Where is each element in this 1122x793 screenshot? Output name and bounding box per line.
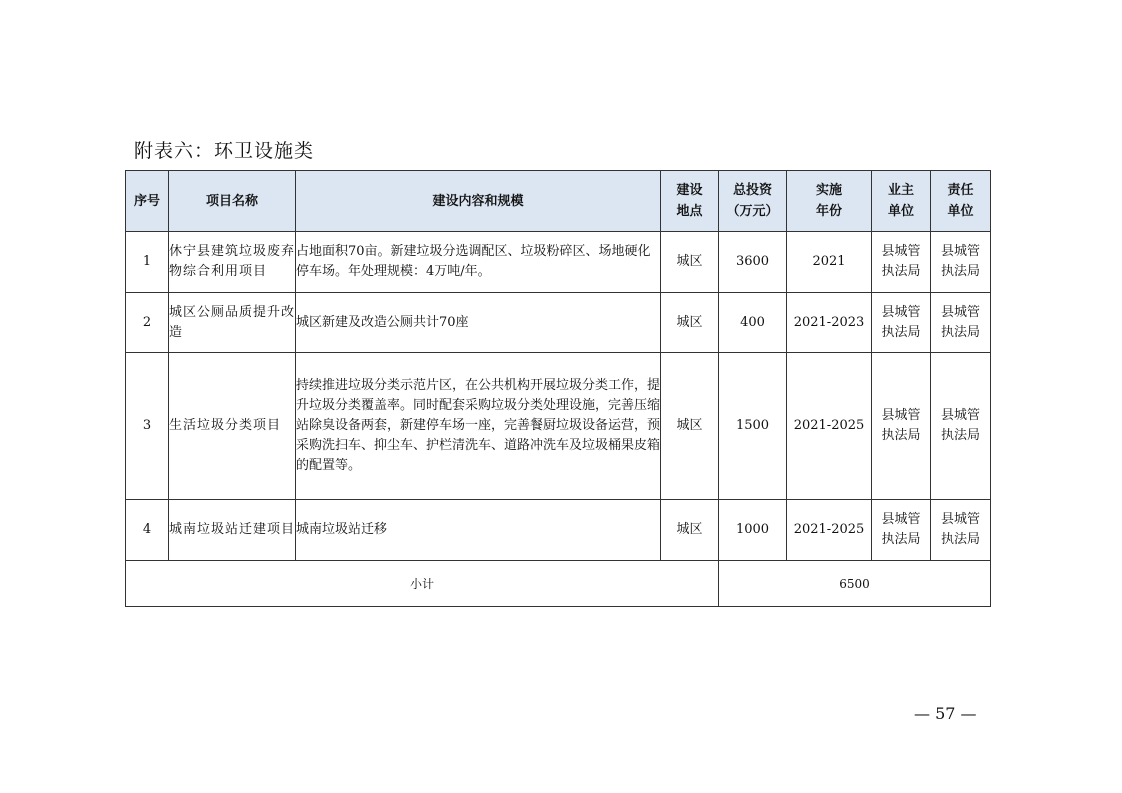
cell-name: 生活垃圾分类项目 [169,353,296,500]
cell-investment: 1500 [719,353,787,500]
cell-owner: 县城管 执法局 [872,293,931,353]
cell-year: 2021 [787,232,872,293]
cell-content: 城区新建及改造公厕共计70座 [296,293,661,353]
cell-investment: 1000 [719,500,787,561]
cell-name: 城区公厕品质提升改造 [169,293,296,353]
header-responsible: 责任 单位 [931,171,991,232]
subtotal-value: 6500 [719,561,991,607]
cell-name: 城南垃圾站迁建项目 [169,500,296,561]
table-row [126,500,991,561]
table-row [126,293,991,353]
subtotal-row [126,561,991,607]
cell-seq: 3 [126,353,169,500]
cell-content: 占地面积70亩。新建垃圾分选调配区、垃圾粉碎区、场地硬化停车场。年处理规模：4万吨/年。 [296,232,661,293]
header-investment: 总投资 （万元） [719,171,787,232]
cell-location: 城区 [661,293,719,353]
header-year: 实施 年份 [787,171,872,232]
page-title: 附表六：环卫设施类 [134,140,315,162]
table-row [126,353,991,500]
header-content: 建设内容和规模 [296,171,661,232]
cell-owner: 县城管 执法局 [872,232,931,293]
cell-content: 城南垃圾站迁移 [296,500,661,561]
cell-responsible: 县城管 执法局 [931,353,991,500]
header-row [126,171,991,232]
facilities-table [125,170,991,607]
cell-investment: 400 [719,293,787,353]
cell-location: 城区 [661,500,719,561]
cell-location: 城区 [661,353,719,500]
table-row [126,232,991,293]
page-number: — 57 — [914,704,977,723]
cell-responsible: 县城管 执法局 [931,500,991,561]
cell-seq: 4 [126,500,169,561]
cell-year: 2021-2025 [787,353,872,500]
cell-responsible: 县城管 执法局 [931,293,991,353]
cell-year: 2021-2023 [787,293,872,353]
cell-owner: 县城管 执法局 [872,353,931,500]
cell-investment: 3600 [719,232,787,293]
cell-year: 2021-2025 [787,500,872,561]
cell-responsible: 县城管 执法局 [931,232,991,293]
cell-name: 休宁县建筑垃圾废弃物综合利用项目 [169,232,296,293]
cell-content: 持续推进垃圾分类示范片区，在公共机构开展垃圾分类工作，提升垃圾分类覆盖率。同时配套采购垃圾分类处理设施，完善压缩站除臭设备两套，新建停车场一座，完善餐厨垃圾设备运营，预采购洗扫车、抑尘车、护栏清洗车、道路冲洗车及垃圾桶果皮箱的配置等。 [296,353,661,500]
cell-seq: 2 [126,293,169,353]
cell-seq: 1 [126,232,169,293]
header-seq: 序号 [126,171,169,232]
header-owner: 业主 单位 [872,171,931,232]
header-location: 建设 地点 [661,171,719,232]
cell-owner: 县城管 执法局 [872,500,931,561]
cell-location: 城区 [661,232,719,293]
header-name: 项目名称 [169,171,296,232]
subtotal-label: 小计 [126,561,719,607]
